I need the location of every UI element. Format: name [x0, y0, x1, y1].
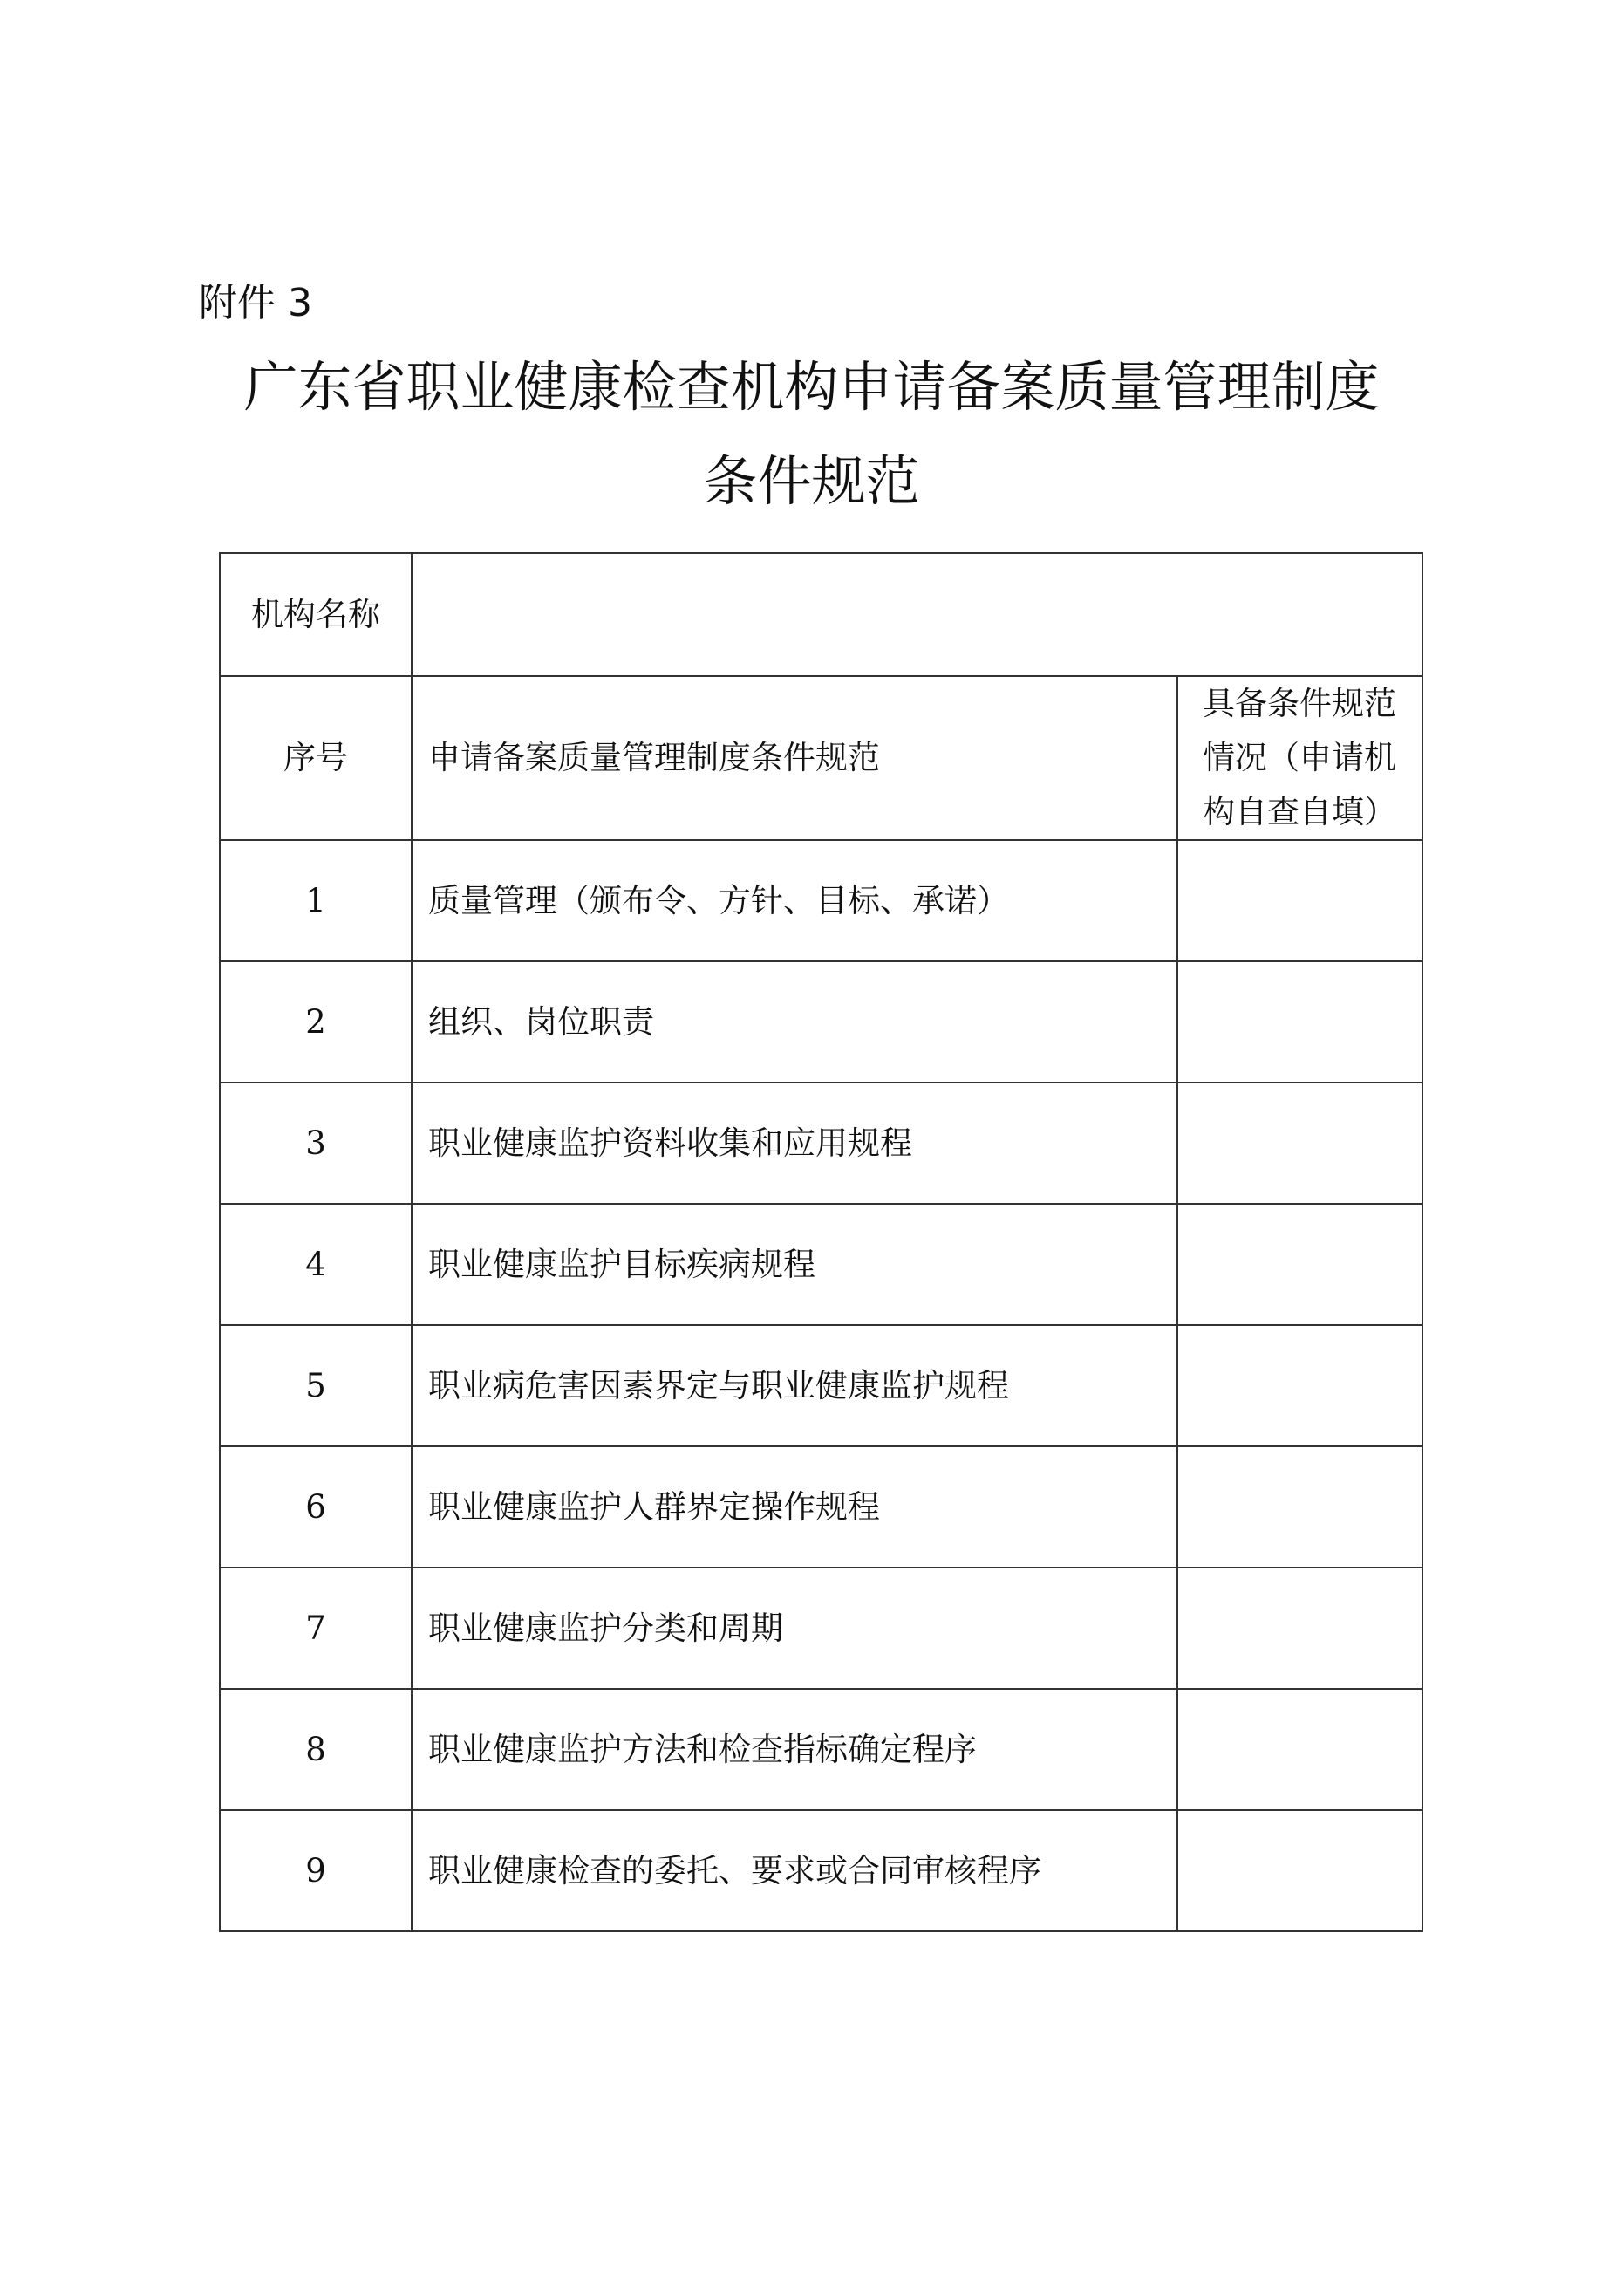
row-status-input[interactable]	[1177, 1325, 1422, 1446]
row-seq: 8	[220, 1689, 412, 1810]
row-seq: 9	[220, 1810, 412, 1931]
row-seq: 2	[220, 961, 412, 1083]
header-seq: 序号	[220, 676, 412, 840]
row-status-input[interactable]	[1177, 1083, 1422, 1204]
row-seq: 3	[220, 1083, 412, 1204]
requirements-table	[219, 552, 1423, 1932]
row-status-input[interactable]	[1177, 1810, 1422, 1931]
page-title-line-1: 广东省职业健康检查机构申请备案质量管理制度	[243, 355, 1380, 419]
row-status-input[interactable]	[1177, 1204, 1422, 1325]
row-seq: 4	[220, 1204, 412, 1325]
row-seq: 1	[220, 840, 412, 961]
attachment-label: 附件 3	[199, 281, 312, 325]
table-header-row	[220, 676, 1422, 840]
row-seq: 7	[220, 1568, 412, 1689]
org-name-label: 机构名称	[220, 553, 412, 676]
row-status-input[interactable]	[1177, 961, 1422, 1083]
table-row	[220, 1689, 1422, 1810]
header-status-line-2: 情况（申请机	[1203, 739, 1396, 776]
org-name-row	[220, 553, 1422, 676]
row-status-input[interactable]	[1177, 1568, 1422, 1689]
table-row	[220, 840, 1422, 961]
page-title-line-2: 条件规范	[703, 449, 920, 513]
row-spec: 职业健康监护分类和周期	[412, 1568, 1177, 1689]
row-seq: 5	[220, 1325, 412, 1446]
header-spec: 申请备案质量管理制度条件规范	[412, 676, 1177, 840]
table-row	[220, 1446, 1422, 1568]
row-status-input[interactable]	[1177, 1446, 1422, 1568]
table-row	[220, 961, 1422, 1083]
table-row	[220, 1083, 1422, 1204]
row-spec: 职业健康监护人群界定操作规程	[412, 1446, 1177, 1568]
row-spec: 质量管理（颁布令、方针、目标、承诺）	[412, 840, 1177, 961]
header-status	[1177, 676, 1422, 840]
table-row	[220, 1204, 1422, 1325]
row-spec: 职业病危害因素界定与职业健康监护规程	[412, 1325, 1177, 1446]
row-spec: 职业健康检查的委托、要求或合同审核程序	[412, 1810, 1177, 1931]
row-seq: 6	[220, 1446, 412, 1568]
table-row	[220, 1568, 1422, 1689]
row-status-input[interactable]	[1177, 840, 1422, 961]
header-status-line-1: 具备条件规范	[1203, 685, 1396, 722]
row-spec: 职业健康监护目标疾病规程	[412, 1204, 1177, 1325]
header-status-line-3: 构自查自填）	[1203, 793, 1396, 830]
row-spec: 组织、岗位职责	[412, 961, 1177, 1083]
row-spec: 职业健康监护方法和检查指标确定程序	[412, 1689, 1177, 1810]
org-name-input[interactable]	[412, 553, 1422, 676]
table-row	[220, 1325, 1422, 1446]
table-row	[220, 1810, 1422, 1931]
row-status-input[interactable]	[1177, 1689, 1422, 1810]
row-spec: 职业健康监护资料收集和应用规程	[412, 1083, 1177, 1204]
